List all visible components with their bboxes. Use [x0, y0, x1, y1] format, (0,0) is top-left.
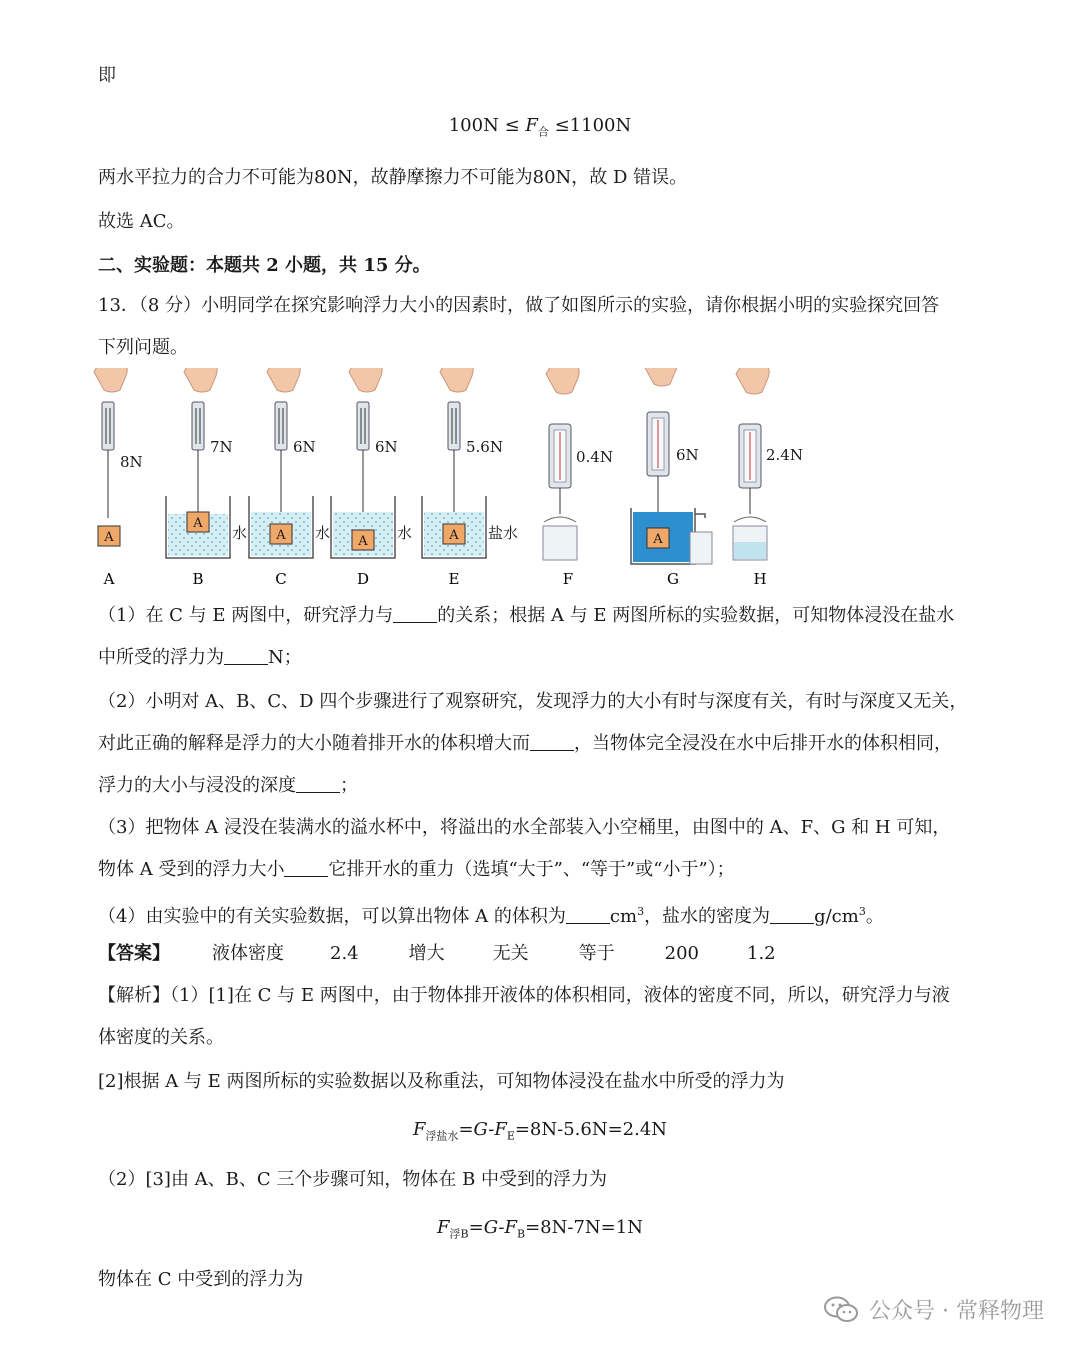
watermark-text: 公众号 · 常释物理: [869, 1299, 1044, 1324]
panel-label-h: H: [753, 570, 767, 588]
liquid-e: 盐水: [488, 524, 519, 542]
answer-blank-4: [296, 774, 340, 793]
reading-h: 2.4N: [766, 446, 803, 464]
panel-label-f: F: [562, 570, 574, 588]
answer-blank-5: [284, 858, 328, 877]
q2-text-e: ；: [340, 775, 358, 796]
equation-2: [0, 1214, 1080, 1249]
panel-label-a: A: [103, 570, 115, 588]
answer-blank-1: [393, 604, 437, 623]
answer-item: 液体密度: [212, 943, 284, 964]
answer-item: 增大: [408, 943, 445, 964]
equation-1: [0, 1116, 1080, 1151]
experiment-figure: [86, 368, 846, 600]
eq2-sub2: B: [517, 1227, 526, 1241]
reading-c: 6N: [293, 438, 316, 456]
panel-label-e: E: [448, 570, 460, 588]
q4-text-c: ，盐水的密度为: [644, 906, 771, 927]
sub-question-3-line1: （3）把物体 A 浸没在装满水的溢水杯中，将溢出的水全部装入小空桶里，由图中的 A、F、G 和 H 可知，: [98, 817, 951, 838]
q4-sup-1: 3: [637, 905, 645, 918]
eq1-end: =8N-5.6N=2.4N: [514, 1119, 668, 1140]
reading-a: 8N: [120, 453, 143, 471]
answer-item: 等于: [578, 943, 615, 964]
eq1-mid: =G-F: [458, 1119, 507, 1140]
q1-text-c: 中所受的浮力为: [98, 647, 224, 668]
paragraph-choice: 故选 AC。: [98, 211, 185, 232]
q1-text-a: （1）在 C 与 E 两图中，研究浮力与: [98, 605, 394, 626]
panel-f: [543, 368, 613, 560]
q2-text-b: 对此正确的解释是浮力的大小随着排开水的体积增大而: [98, 733, 530, 754]
panel-d: [331, 368, 412, 558]
liquid-d: 水: [397, 524, 413, 542]
answer-blank-6: [566, 905, 610, 924]
sub-question-4: [98, 898, 884, 931]
analysis-line4: （2）[3]由 A、B、C 三个步骤可知，物体在 B 中受到的浮力为: [98, 1169, 608, 1190]
panel-e: [422, 368, 518, 558]
q2-text-c: ，当物体完全浸没在水中后排开水的体积相同，: [574, 733, 952, 754]
reading-b: 7N: [210, 438, 233, 456]
answer-item: 无关: [492, 943, 529, 964]
reading-e: 5.6N: [466, 438, 503, 456]
panel-g: [631, 368, 712, 564]
answer-item: 1.2: [747, 943, 776, 964]
panel-label-c: C: [275, 570, 287, 588]
block-e-label: A: [449, 528, 459, 543]
block-c-label: A: [276, 528, 286, 543]
q4-sup-2: 3: [858, 905, 866, 918]
wechat-icon: [823, 1296, 859, 1324]
sub-question-3-line2: [98, 856, 735, 884]
paragraph-friction: 两水平拉力的合力不可能为80N，故静摩擦力不可能为80N，故 D 错误。: [98, 167, 688, 188]
eq1-f: F: [412, 1119, 426, 1140]
sub-question-2-line2: [98, 730, 952, 758]
analysis-text-a: 【解析】（1）[1]在 C 与 E 两图中，由于物体排开液体的体积相同，液体的密度不同，所以，研究浮力与液: [98, 985, 950, 1006]
sub-question-1-line2: [98, 644, 302, 672]
q2-text-d: 浮力的大小与浸没的深度: [98, 775, 296, 796]
sub-question-2-line3: [98, 772, 358, 800]
ineq-right: ≤1100N: [548, 115, 632, 136]
analysis-line2: 体密度的关系。: [98, 1027, 224, 1048]
q4-unit-gcm: g/cm: [814, 906, 859, 927]
eq2-f: F: [437, 1217, 450, 1238]
question-13-line1: 13．（8 分）小明同学在探究影响浮力大小的因素时，做了如图所示的实验，请你根据小明的实验探究回答: [98, 295, 940, 316]
q4-text-e: 。: [865, 906, 884, 927]
answer-item: 2.4: [330, 943, 359, 964]
eq2-end: =8N-7N=1N: [525, 1217, 643, 1238]
panel-label-b: B: [192, 570, 204, 588]
answer-blank-7: [770, 905, 814, 924]
answer-row: [98, 940, 776, 968]
answer-label: 【答案】: [98, 943, 170, 964]
q1-text-b: 的关系；根据 A 与 E 两图所标的实验数据，可知物体浸没在盐水: [437, 605, 955, 626]
q4-text-a: （4）由实验中的有关实验数据，可以算出物体 A 的体积为: [98, 906, 566, 927]
panel-h: [733, 368, 803, 560]
section-heading: 二、实验题：本题共 2 小题，共 15 分。: [98, 255, 431, 276]
eq2-mid: =G-F: [468, 1217, 517, 1238]
panel-b: [166, 368, 247, 558]
eq1-sub2: E: [506, 1129, 515, 1143]
eq2-sub: 浮B: [449, 1227, 469, 1241]
question-13-line2: 下列问题。: [98, 337, 188, 358]
ineq-f: F: [525, 115, 538, 136]
ineq-sub: 合: [537, 125, 549, 139]
answer-blank-2: [224, 646, 268, 665]
analysis-line5: 物体在 C 中受到的浮力为: [98, 1269, 304, 1290]
q1-text-d: N；: [268, 647, 302, 668]
sub-question-1-line1: [98, 602, 954, 630]
block-g-label: A: [653, 532, 663, 547]
analysis-line1: [98, 982, 950, 1010]
reading-g: 6N: [676, 446, 699, 464]
watermark: [823, 1294, 1044, 1325]
sub-question-2-line1: （2）小明对 A、B、C、D 四个步骤进行了观察研究，发现浮力的大小有时与深度有关，有时与深度又无关，: [98, 691, 968, 712]
reading-f: 0.4N: [576, 448, 613, 466]
inequality: [0, 112, 1080, 147]
panel-label-d: D: [356, 570, 370, 588]
text-ji: 即: [98, 65, 116, 86]
eq1-sub: 浮盐水: [425, 1129, 459, 1143]
block-b-label: A: [193, 516, 203, 531]
answer-item: 200: [664, 943, 699, 964]
panel-c: [249, 368, 330, 558]
liquid-c: 水: [315, 524, 331, 542]
ineq-left: 100N ≤: [448, 115, 526, 136]
panel-label-g: G: [667, 570, 679, 588]
block-a-label: A: [104, 530, 114, 545]
liquid-b: 水: [232, 524, 248, 542]
block-d-label: A: [358, 534, 368, 549]
q4-unit-cm: cm: [609, 906, 638, 927]
reading-d: 6N: [375, 438, 398, 456]
analysis-line3: [2]根据 A 与 E 两图所标的实验数据以及称重法，可知物体浸没在盐水中所受的浮力为: [98, 1071, 785, 1092]
panel-a: [94, 368, 143, 546]
q3-text-b: 物体 A 受到的浮力大小: [98, 859, 285, 880]
q3-text-c: 它排开水的重力（选填“大于”、“等于”或“小于”）；: [328, 859, 735, 880]
answer-blank-3: [530, 732, 574, 751]
